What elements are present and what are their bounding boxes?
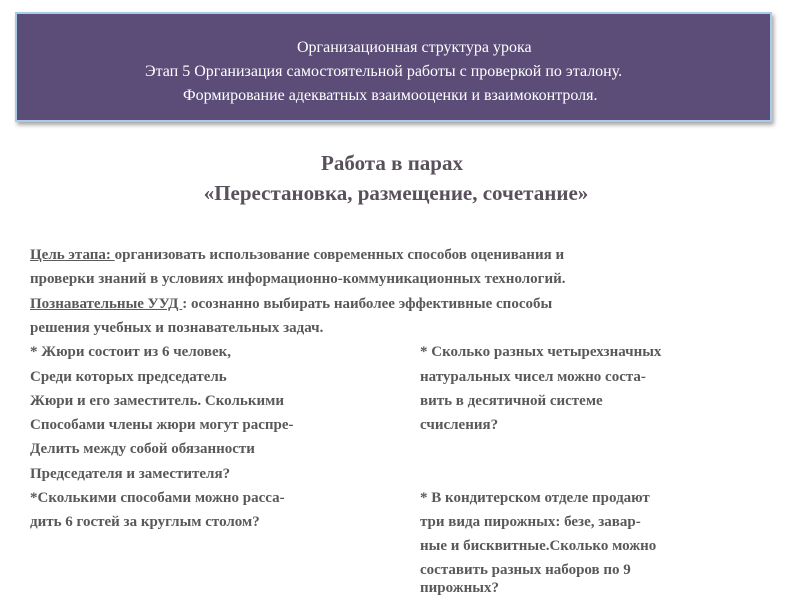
right-task-line: ные и бисквитные.Сколько можно (420, 538, 657, 554)
right-task-line: счисления? (420, 417, 499, 433)
right-task-line: вить в десятичной системе (420, 393, 603, 409)
right-task-line: пирожных? (420, 580, 499, 596)
right-task-line: * В кондитерском отделе продают (420, 490, 650, 506)
right-task-line: три вида пирожных: безе, завар- (420, 514, 641, 530)
right-task-line: составить разных наборов по 9 (420, 562, 631, 578)
goal-label: Цель этапа: (30, 247, 115, 263)
left-task-line: Председателя и заместителя? (30, 466, 231, 482)
left-task-line: *Сколькими способами можно расса- (30, 490, 285, 506)
left-task-line: дить 6 гостей за круглым столом? (30, 514, 260, 530)
header-banner (15, 12, 772, 122)
goal-text-1: организовать использование современных способов оценивания и (114, 247, 565, 263)
page-title: Работа в парах (321, 151, 463, 175)
left-task-line: Среди которых председатель (30, 369, 227, 385)
uud-text-1: : осознанно выбирать наиболее эффективные способы (182, 296, 553, 312)
right-task-line: * Сколько разных четырехзначных (420, 344, 662, 360)
uud-label: Познавательные УУД (30, 296, 183, 312)
header-line-structure: Организационная структура урока (297, 39, 532, 56)
uud-line-2: решения учебных и познавательных задач. (30, 320, 324, 336)
left-task-line: Делить между собой обязанности (30, 441, 255, 457)
goal-line-2: проверки знаний в условиях информационно-коммуникационных технологий. (30, 271, 566, 287)
left-task-line: Жюри и его заместитель. Сколькими (30, 393, 284, 409)
page-subtitle: «Перестановка, размещение, сочетание» (203, 181, 589, 205)
header-line-formation: Формирование адекватных взаимооценки и взаимоконтроля. (183, 87, 598, 104)
goal-line-1 (30, 243, 564, 267)
left-task-line: * Жюри состоит из 6 человек, (30, 344, 232, 360)
right-task-line: натуральных чисел можно соста- (420, 369, 646, 385)
header-line-stage: Этап 5 Организация самостоятельной работы с проверкой по эталону. (145, 63, 623, 80)
uud-line-1 (30, 292, 552, 316)
left-task-line: Способами члены жюри могут распре- (30, 417, 294, 433)
